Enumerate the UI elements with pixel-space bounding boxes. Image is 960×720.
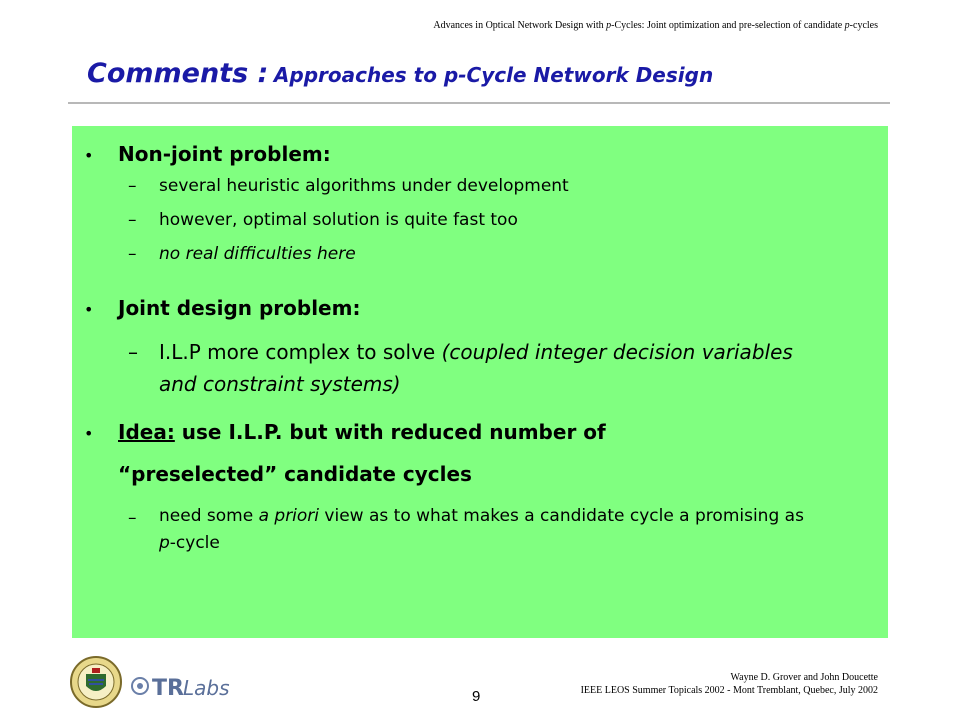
dash-icon: – xyxy=(128,176,137,196)
footer-credits xyxy=(581,671,878,697)
heading-joint: Joint design problem: xyxy=(118,296,361,320)
footer-logos xyxy=(66,650,236,714)
content-panel xyxy=(72,126,888,638)
footer-conference: IEEE LEOS Summer Topicals 2002 - Mont Tremblant, Quebec, July 2002 xyxy=(580,685,878,696)
heading-idea: Idea: use I.L.P. but with reduced number of xyxy=(118,420,606,444)
list-item: however, optimal solution is quite fast too xyxy=(159,210,518,230)
title-divider xyxy=(68,102,890,104)
bullet-icon: • xyxy=(84,300,94,319)
dash-icon: – xyxy=(128,340,138,364)
page-number: 9 xyxy=(472,688,481,705)
svg-text:Labs: Labs xyxy=(183,676,230,700)
list-item: I.L.P more complex to solve (coupled integer decision variables and constraint systems) xyxy=(159,340,793,396)
page-title xyxy=(87,58,713,89)
footer-authors: Wayne D. Grover and John Doucette xyxy=(730,672,878,683)
list-item: need some a priori view as to what makes a candidate cycle a promising as p-cycle xyxy=(159,506,804,553)
title-main: Comments : xyxy=(87,58,269,89)
dash-icon: – xyxy=(128,508,137,528)
dash-icon: – xyxy=(128,244,137,264)
list-item: no real difficulties here xyxy=(159,244,356,264)
heading-idea-line2: “preselected” candidate cycles xyxy=(118,462,472,486)
svg-text:TR: TR xyxy=(152,676,184,701)
university-seal-icon xyxy=(71,657,121,707)
heading-nonjoint: Non-joint problem: xyxy=(118,142,331,166)
bullet-icon: • xyxy=(84,146,94,165)
header-text: Advances in Optical Network Design with p-Cycles: Joint optimization and pre-selection of candidate p-cycles xyxy=(433,20,878,31)
list-item: several heuristic algorithms under development xyxy=(159,176,569,196)
dash-icon: – xyxy=(128,210,137,230)
title-sub: Approaches to p-Cycle Network Design xyxy=(273,63,714,87)
trlabs-logo-icon xyxy=(132,676,230,701)
bullet-icon: • xyxy=(84,424,94,443)
